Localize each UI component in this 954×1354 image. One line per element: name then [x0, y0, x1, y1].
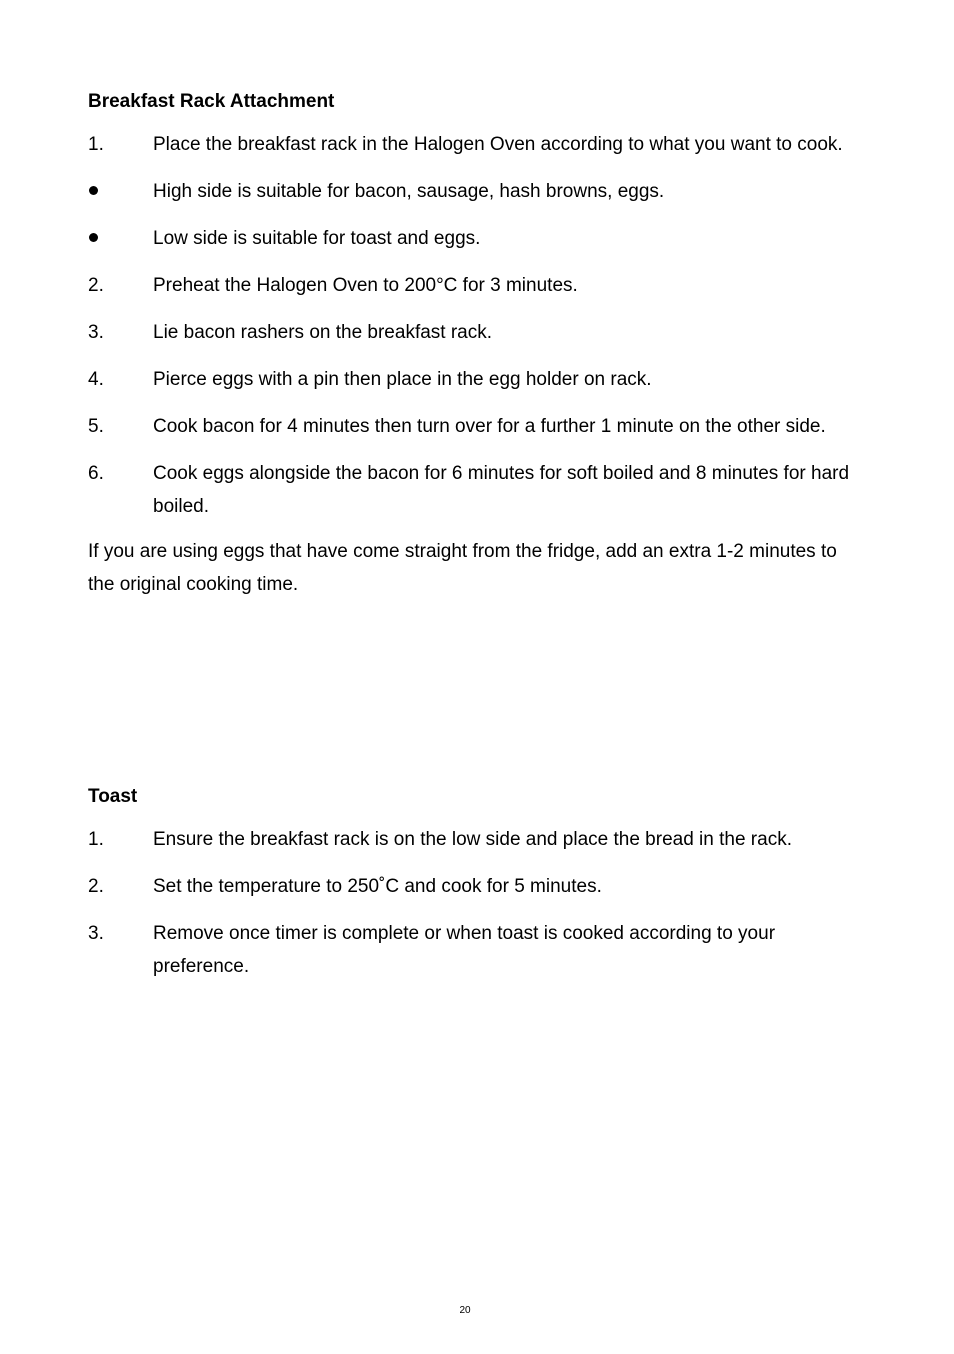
list-item — [88, 870, 868, 903]
list-item-text: Set the temperature to 250˚C and cook for 5 minutes. — [153, 876, 602, 897]
bullet-icon — [88, 175, 148, 208]
list-item — [88, 128, 868, 161]
list-item — [88, 410, 868, 443]
list-number: 6. — [88, 463, 104, 484]
list-number: 2. — [88, 275, 104, 296]
breakfast-heading: Breakfast Rack Attachment — [88, 91, 335, 112]
list-item-text: Ensure the breakfast rack is on the low side and place the bread in the rack. — [153, 829, 792, 850]
toast-section — [88, 785, 868, 983]
list-item — [88, 175, 868, 208]
breakfast-section — [88, 90, 868, 601]
list-item-text: High side is suitable for bacon, sausage, hash browns, eggs. — [153, 181, 665, 202]
list-item — [88, 457, 868, 523]
toast-heading: Toast — [88, 786, 138, 807]
list-item-text: Preheat the Halogen Oven to 200°C for 3 minutes. — [153, 275, 578, 296]
breakfast-note: If you are using eggs that have come straight from the fridge, add an extra 1-2 minutes to the original cooking time. — [88, 541, 837, 595]
toast-list — [88, 823, 868, 983]
list-item — [88, 222, 868, 255]
bullet-dot-icon — [89, 233, 98, 242]
page-number: 20 — [459, 1305, 471, 1316]
list-item-text: Low side is suitable for toast and eggs. — [153, 228, 481, 249]
list-number: 1. — [88, 829, 104, 850]
list-number: 3. — [88, 923, 104, 944]
list-item-text: Pierce eggs with a pin then place in the egg holder on rack. — [153, 369, 652, 390]
bullet-dot-icon — [89, 186, 98, 195]
list-item — [88, 269, 868, 302]
list-item-text: Place the breakfast rack in the Halogen Oven according to what you want to cook. — [153, 134, 843, 155]
list-number: 1. — [88, 134, 104, 155]
list-item — [88, 823, 868, 856]
list-item-text: Cook eggs alongside the bacon for 6 minutes for soft boiled and 8 minutes for hard boiled. — [153, 463, 850, 517]
list-item-text: Lie bacon rashers on the breakfast rack. — [153, 322, 493, 343]
list-item — [88, 917, 868, 983]
list-number: 5. — [88, 416, 104, 437]
list-item-text: Remove once timer is complete or when toast is cooked according to your preference. — [153, 923, 776, 977]
list-number: 4. — [88, 369, 104, 390]
list-item-text: Cook bacon for 4 minutes then turn over for a further 1 minute on the other side. — [153, 416, 826, 437]
list-item — [88, 316, 868, 349]
list-number: 2. — [88, 876, 104, 897]
breakfast-list — [88, 128, 868, 523]
list-item — [88, 363, 868, 396]
bullet-icon — [88, 222, 148, 255]
list-number: 3. — [88, 322, 104, 343]
